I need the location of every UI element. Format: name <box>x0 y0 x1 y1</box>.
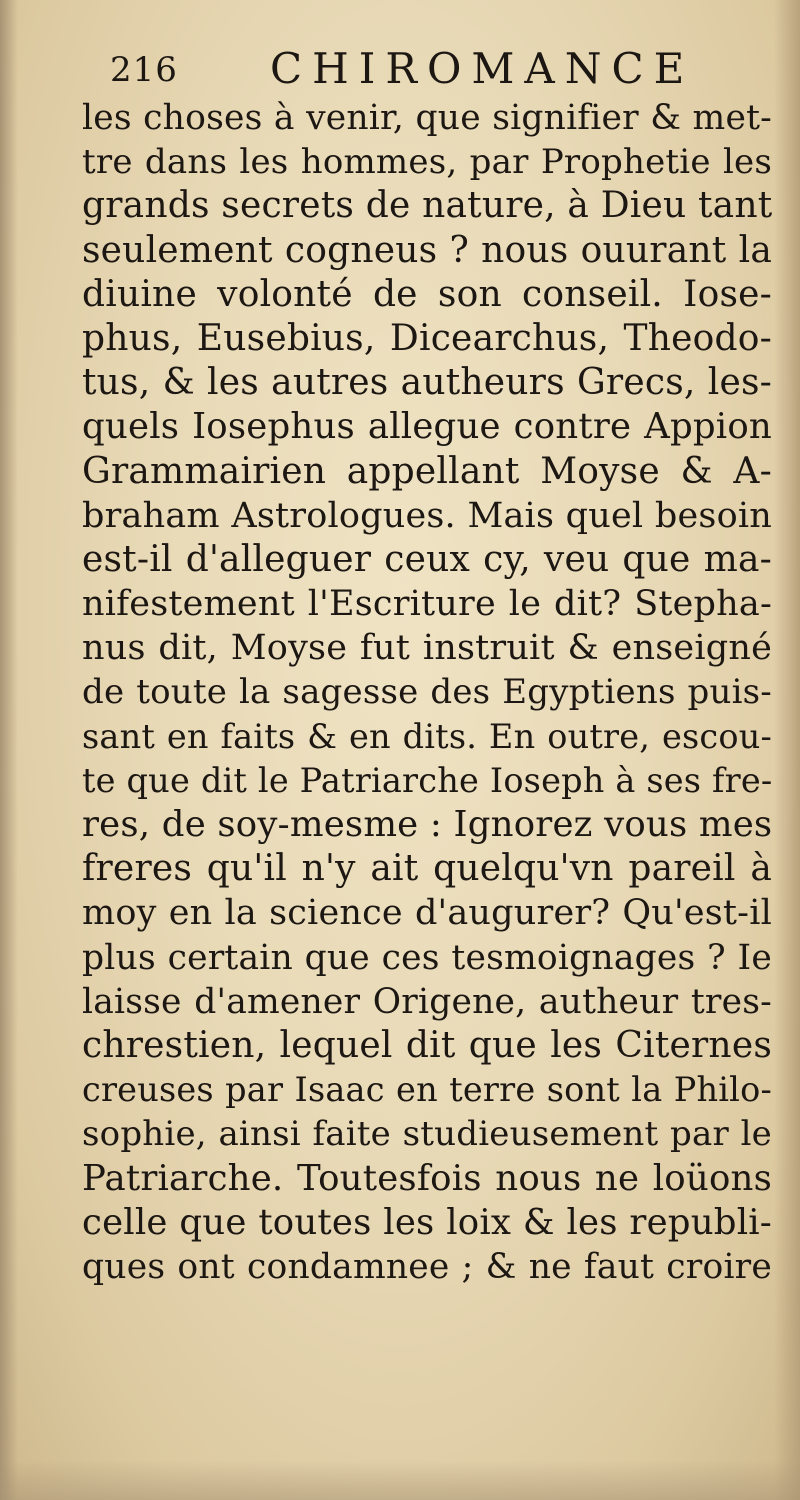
text-line: diuine volonté de son conseil. Iose- <box>82 273 772 315</box>
text-line: tre dans les hommes, par Prophetie les <box>82 142 772 183</box>
text-line: phus, Eusebius, Dicearchus, Theodo- <box>82 317 772 359</box>
text-line: les choses à venir, que signifier & met- <box>82 98 772 138</box>
text-body <box>82 96 772 1289</box>
text-line: celle que toutes les loix & les republi- <box>82 1201 772 1243</box>
text-line: Patriarche. Toutesfois nous ne loüons <box>82 1157 772 1199</box>
text-line: quels Iosephus allegue contre Appion <box>82 406 772 448</box>
text-line: moy en la science d'augurer? Qu'est-il <box>82 893 772 934</box>
text-line: nus dit, Moyse fut instruit & enseigné <box>82 628 772 669</box>
text-line: plus certain que ces tesmoignages ? Ie <box>82 937 772 978</box>
text-line: laisse d'amener Origene, autheur tres- <box>82 981 772 1022</box>
page-header <box>110 44 695 93</box>
running-title: CHIROMANCE <box>270 44 695 93</box>
text-line: te que dit le Patriarche Ioseph à ses fre- <box>82 760 773 800</box>
text-line: grands secrets de nature, à Dieu tant <box>82 185 773 227</box>
text-line: freres qu'il n'y ait quelqu'vn pareil à <box>82 848 772 890</box>
text-line: est-il d'alleguer ceux cy, veu que ma- <box>82 538 772 580</box>
text-line: Grammairien appellant Moyse & A- <box>82 450 772 492</box>
text-line: sant en faits & en dits. En outre, escou- <box>82 716 772 756</box>
text-line: chrestien, lequel dit que les Citernes <box>82 1024 772 1066</box>
text-line: nifestement l'Escriture le dit? Stepha- <box>82 584 772 625</box>
text-line: braham Astrologues. Mais quel besoin <box>82 495 772 536</box>
text-line: tus, & les autres autheurs Grecs, les- <box>82 362 772 404</box>
text-line: sophie, ainsi faite studieusement par le <box>82 1114 772 1155</box>
page-edge-bottom <box>0 1460 800 1500</box>
text-line: res, de soy-mesme : Ignorez vous mes <box>82 804 773 845</box>
page-number: 216 <box>110 50 178 90</box>
text-line: seulement cogneus ? nous ouurant la <box>82 229 772 271</box>
text-line: de toute la sagesse des Egyptiens puis- <box>82 672 772 713</box>
text-line: creuses par Isaac en terre sont la Philo- <box>82 1070 772 1110</box>
text-line: ques ont condamnee ; & ne faut croire <box>82 1246 772 1287</box>
page-edge-left <box>0 0 18 1500</box>
page-edge-right <box>774 0 800 1500</box>
